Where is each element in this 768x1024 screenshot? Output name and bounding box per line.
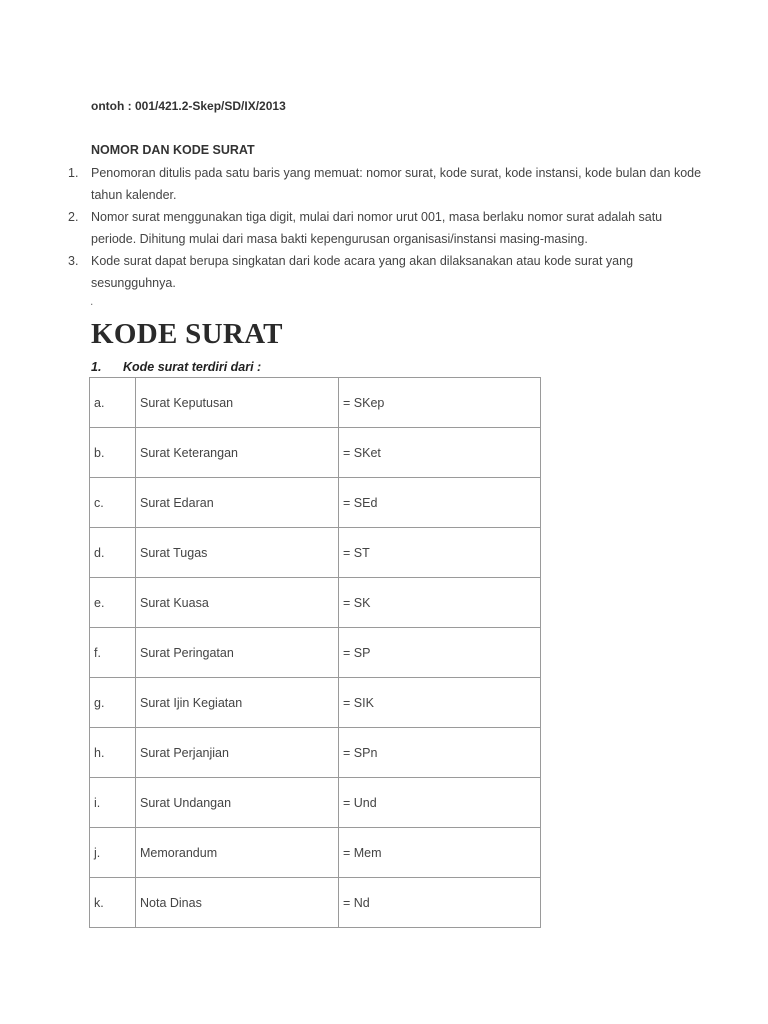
table-row [90,428,541,478]
letter-type: Surat Kuasa [136,578,339,628]
table-row [90,478,541,528]
letter-code: = SKep [339,378,541,428]
letter-code: = SKet [339,428,541,478]
row-letter: e. [90,578,136,628]
table-row [90,578,541,628]
section-heading: NOMOR DAN KODE SURAT [91,143,255,157]
letter-type: Surat Perjanjian [136,728,339,778]
table-row [90,778,541,828]
row-letter: j. [90,828,136,878]
letter-code: = SPn [339,728,541,778]
letter-code: = Und [339,778,541,828]
letter-type: Surat Keputusan [136,378,339,428]
row-letter: i. [90,778,136,828]
letter-code: = SP [339,628,541,678]
subheading-text: Kode surat terdiri dari : [123,360,262,374]
page-title: KODE SURAT [91,318,283,350]
row-letter: f. [90,628,136,678]
letter-type: Memorandum [136,828,339,878]
table-row [90,878,541,928]
row-letter: a. [90,378,136,428]
rule-item [66,206,706,250]
letter-code: = Mem [339,828,541,878]
table-row [90,678,541,728]
letter-type: Surat Ijin Kegiatan [136,678,339,728]
dot-separator: . [90,294,94,308]
letter-type: Nota Dinas [136,878,339,928]
table-row [90,378,541,428]
subheading-number: 1. [91,360,102,374]
rule-item [66,250,706,294]
letter-type: Surat Edaran [136,478,339,528]
table-row [90,728,541,778]
rule-number: 2. [68,210,79,224]
row-letter: c. [90,478,136,528]
row-letter: d. [90,528,136,578]
letter-code: = SIK [339,678,541,728]
letter-code: = SEd [339,478,541,528]
letter-type: Surat Tugas [136,528,339,578]
example-number-line: ontoh : 001/421.2-Skep/SD/IX/2013 [91,99,286,113]
row-letter: b. [90,428,136,478]
rules-list [66,162,706,294]
row-letter: g. [90,678,136,728]
rule-number: 3. [68,254,79,268]
letter-code-table [89,377,541,928]
letter-type: Surat Undangan [136,778,339,828]
row-letter: h. [90,728,136,778]
letter-code: = Nd [339,878,541,928]
letter-code: = SK [339,578,541,628]
letter-type: Surat Peringatan [136,628,339,678]
rule-text: Kode surat dapat berupa singkatan dari kode acara yang akan dilaksanakan atau kode surat yang sesungguhnya. [91,254,634,290]
table-row [90,828,541,878]
letter-type: Surat Keterangan [136,428,339,478]
rule-text: Nomor surat menggunakan tiga digit, mulai dari nomor urut 001, masa berlaku nomor surat adalah satu periode. Dihitung mulai dari masa bakti kepengurusan organisasi/instansi masing-masing. [91,210,663,246]
rule-number: 1. [68,166,79,180]
rule-text: Penomoran ditulis pada satu baris yang memuat: nomor surat, kode surat, kode instansi, kode bulan dan kode tahun kalender. [91,166,702,202]
row-letter: k. [90,878,136,928]
table-subheading [91,360,261,374]
table-row [90,528,541,578]
rule-item [66,162,706,206]
letter-code: = ST [339,528,541,578]
table-row [90,628,541,678]
